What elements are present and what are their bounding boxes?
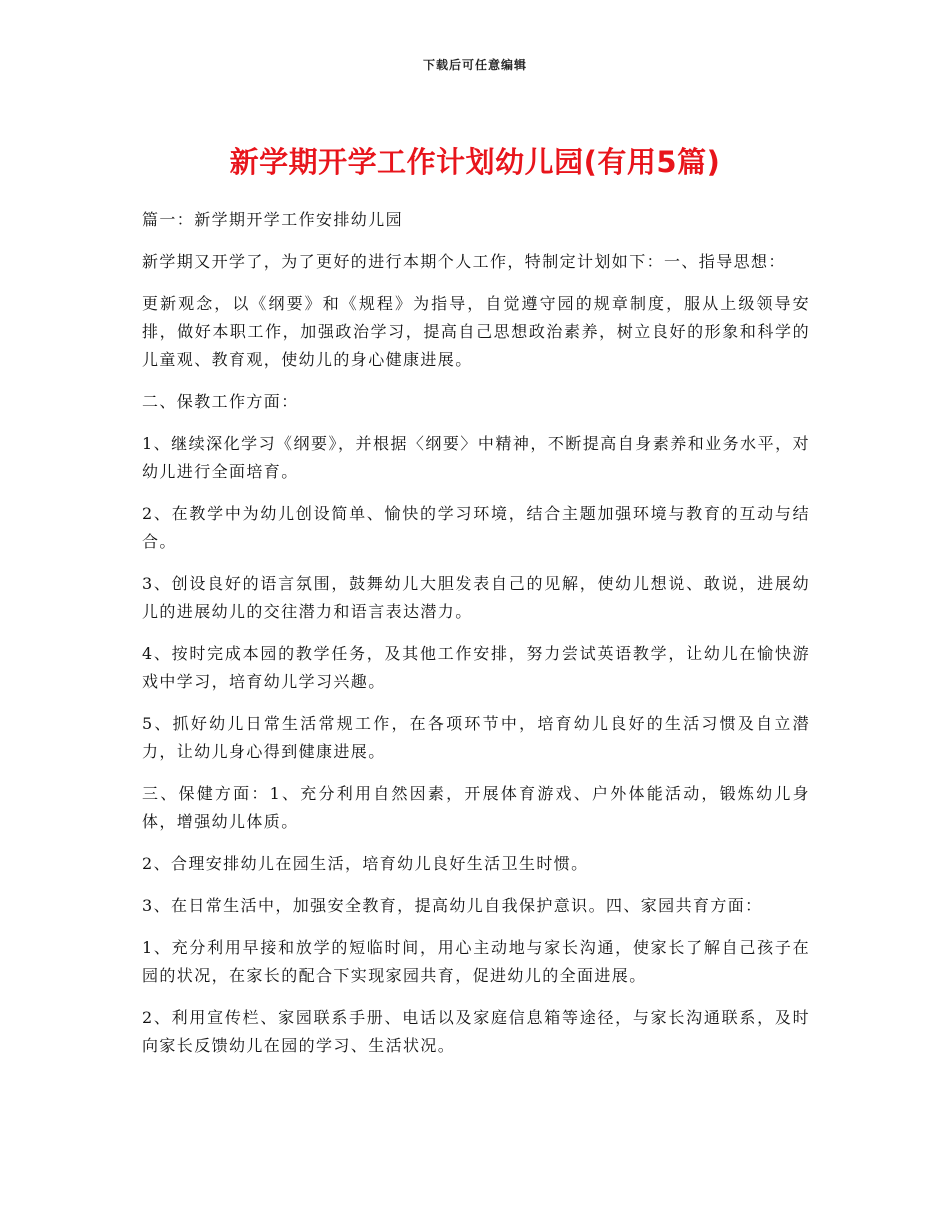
paragraph: 三、保健方面：1、充分利用自然因素，开展体育游戏、户外体能活动，锻炼幼儿身体，增强幼儿体质。 [142,784,810,831]
paragraph: 更新观念，以《纲要》和《规程》为指导，自觉遵守园的规章制度，服从上级领导安排，做好本职工作，加强政治学习，提高自己思想政治素养，树立良好的形象和科学的儿童观、教育观，使幼儿的身心健康进展。 [142,294,810,369]
document-title: 新学期开学工作计划幼儿园(有用5篇) [229,145,721,179]
document-body [142,206,810,1074]
paragraph: 3、在日常生活中，加强安全教育，提高幼儿自我保护意识。四、家园共育方面： [142,896,763,915]
paragraph: 新学期又开学了，为了更好的进行本期个人工作，特制定计划如下：一、指导思想： [142,252,786,271]
paragraph: 3、创设良好的语言氛围，鼓舞幼儿大胆发表自己的见解，使幼儿想说、敢说，进展幼儿的进展幼儿的交往潜力和语言表达潜力。 [142,574,810,621]
paragraph: 1、充分利用早接和放学的短临时间，用心主动地与家长沟通，使家长了解自己孩子在园的状况，在家长的配合下实现家园共育，促进幼儿的全面进展。 [142,938,810,985]
paragraph: 2、在教学中为幼儿创设简单、愉快的学习环境，结合主题加强环境与教育的互动与结合。 [142,504,810,551]
paragraph: 2、利用宣传栏、家园联系手册、电话以及家庭信息箱等途径，与家长沟通联系，及时向家长反馈幼儿在园的学习、生活状况。 [142,1008,810,1055]
header-note: 下载后可任意编辑 [422,58,527,72]
paragraph: 篇一：新学期开学工作安排幼儿园 [142,210,404,229]
paragraph: 二、保教工作方面： [142,392,299,411]
paragraph: 2、合理安排幼儿在园生活，培育幼儿良好生活卫生时惯。 [142,854,589,873]
paragraph: 4、按时完成本园的教学任务，及其他工作安排，努力尝试英语教学，让幼儿在愉快游戏中学习，培育幼儿学习兴趣。 [142,644,810,691]
paragraph: 1、继续深化学习《纲要》，并根据〈纲要〉中精神，不断提高自身素养和业务水平，对幼儿进行全面培育。 [142,434,810,481]
paragraph: 5、抓好幼儿日常生活常规工作，在各项环节中，培育幼儿良好的生活习惯及自立潜力，让幼儿身心得到健康进展。 [142,714,810,761]
